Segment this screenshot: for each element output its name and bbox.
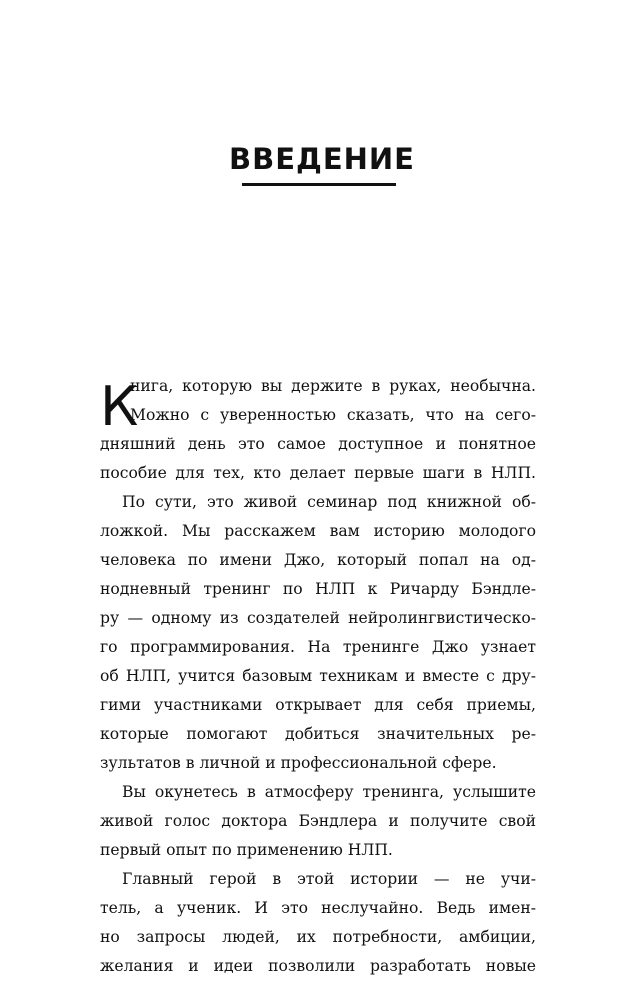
text-line: го программирования. На тренинге Джо узнает (100, 638, 536, 656)
text-line: тель, а ученик. И это неслучайно. Ведь имен- (100, 899, 536, 917)
text-line: зультатов в личной и профессиональной сфере. (100, 754, 497, 772)
text-line: нига, которую вы держите в руках, необычна. (130, 377, 536, 395)
text-line: первый опыт по применению НЛП. (100, 841, 393, 859)
body-text (100, 372, 536, 981)
text-line: дняшний день это самое доступное и понятное (100, 435, 536, 453)
text-line: пособие для тех, кто делает первые шаги в НЛП. (100, 464, 536, 482)
text-line: ру — одному из создателей нейролингвистическо- (100, 609, 536, 627)
text-line: которые помогают добиться значительных ре- (100, 725, 536, 743)
text-line: гими участниками открывает для себя приемы, (100, 696, 536, 714)
text-line: ложкой. Мы расскажем вам историю молодого (100, 522, 536, 540)
chapter-title: ВВЕДЕНИЕ (228, 142, 415, 176)
title-underline (242, 183, 396, 186)
text-line: человека по имени Джо, который попал на од- (100, 551, 536, 569)
text-line: нодневный тренинг по НЛП к Ричарду Бэндле- (100, 580, 536, 598)
text-line: желания и идеи позволили разработать новые (100, 957, 536, 975)
text-line: живой голос доктора Бэндлера и получите свой (100, 812, 536, 830)
text-line: об НЛП, учится базовым техникам и вместе с дру- (100, 667, 536, 685)
text-line: По сути, это живой семинар под книжной об- (122, 493, 536, 511)
text-line: Можно с уверенностью сказать, что на сего- (130, 406, 536, 424)
drop-cap: К (100, 375, 139, 438)
text-line: но запросы людей, их потребности, амбиции, (100, 928, 536, 946)
text-line: Вы окунетесь в атмосферу тренинга, услышите (122, 783, 536, 801)
text-line: Главный герой в этой истории — не учи- (122, 870, 536, 888)
